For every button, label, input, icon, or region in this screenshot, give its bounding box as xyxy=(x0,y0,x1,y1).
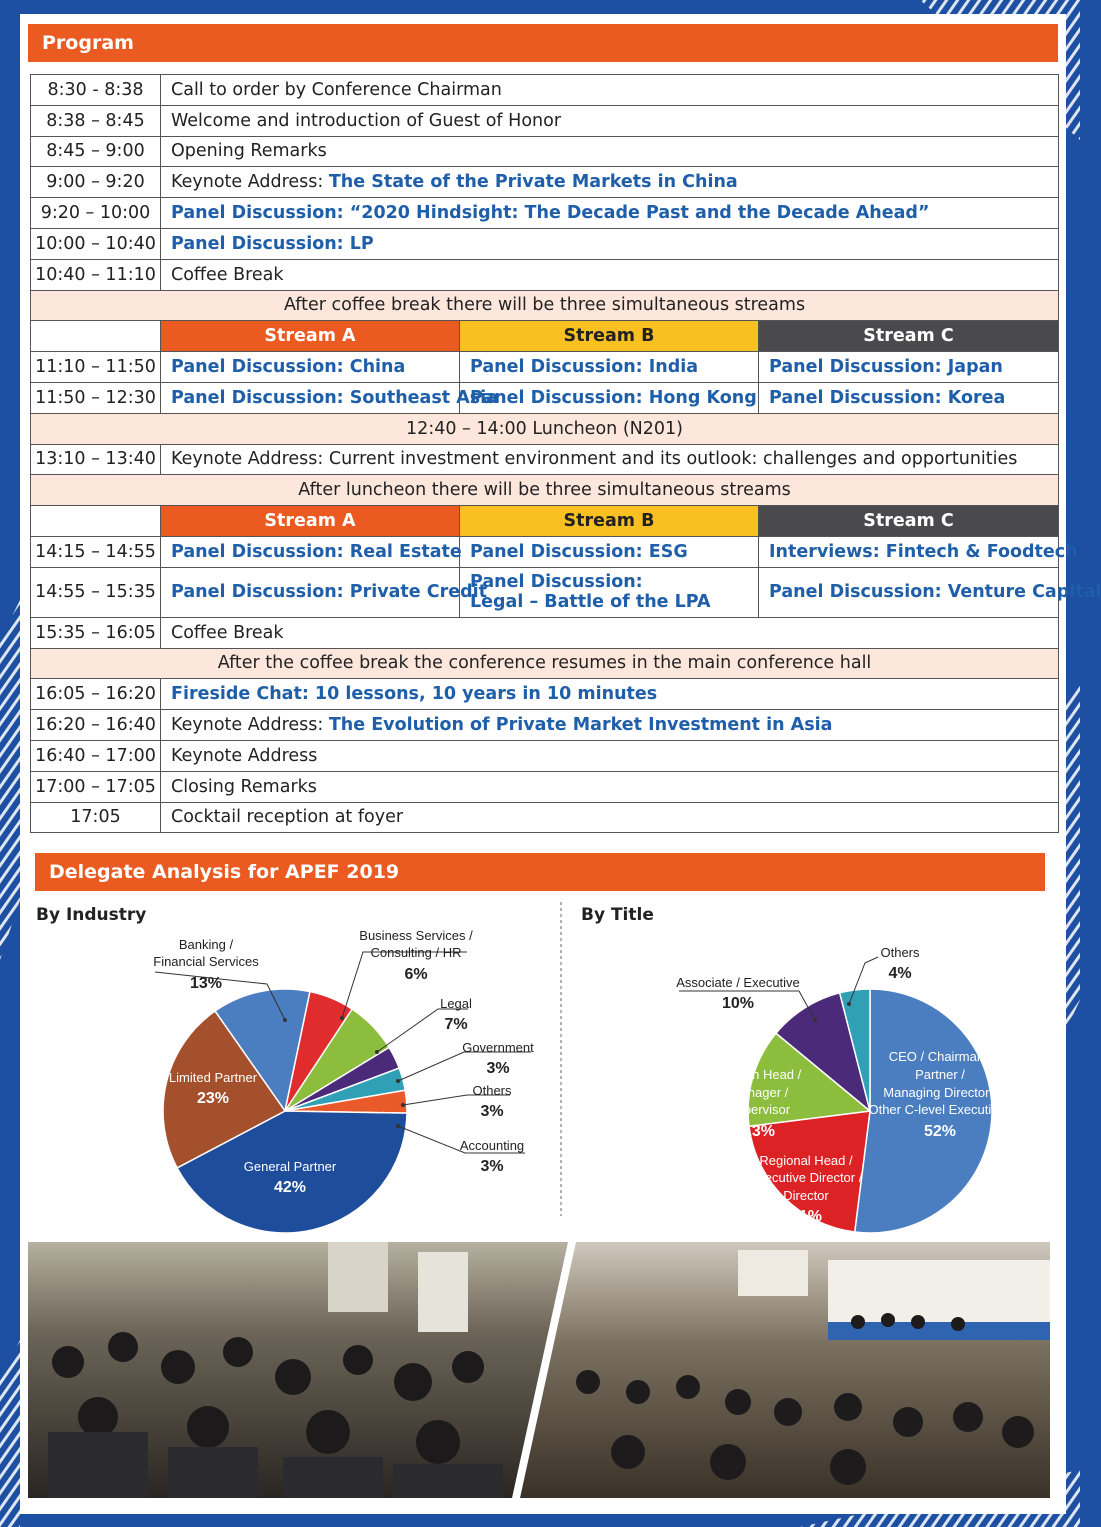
label-title-others: Others xyxy=(880,945,920,960)
program-row xyxy=(31,536,1059,567)
program-desc xyxy=(161,228,1059,259)
session-title: Panel Discussion: ESG xyxy=(470,541,688,562)
stream-session-a xyxy=(161,352,460,383)
program-row xyxy=(31,382,1059,413)
program-note: 12:40 – 14:00 Luncheon (N201) xyxy=(31,413,1059,444)
session-title: Panel Discussion: Southeast Asia xyxy=(171,387,498,408)
session-title: Panel Discussion: Japan xyxy=(769,357,1003,378)
delegate-title: Delegate Analysis for APEF 2019 xyxy=(49,861,400,883)
stream-session-b xyxy=(460,382,759,413)
stream-header-a: Stream A xyxy=(161,506,460,537)
crowd-photo xyxy=(28,1242,568,1498)
stream-header-b: Stream B xyxy=(460,506,759,537)
stream-header-a: Stream A xyxy=(161,321,460,352)
program-row xyxy=(31,710,1059,741)
label-regional-3: Director xyxy=(783,1188,829,1203)
pct-gp: 42% xyxy=(273,1179,307,1196)
stream-session-c xyxy=(759,352,1059,383)
program-time: 17:05 xyxy=(31,802,161,833)
pct-bizsvc: 6% xyxy=(404,966,428,983)
program-time: 10:00 – 10:40 xyxy=(31,228,161,259)
program-title: Program xyxy=(42,32,134,54)
program-row xyxy=(31,679,1059,710)
panel-session-photo xyxy=(520,1242,1050,1498)
label-regional-2: Executive Director / xyxy=(749,1170,863,1185)
program-time: 13:10 – 13:40 xyxy=(31,444,161,475)
session-title-line2: Legal – Battle of the LPA xyxy=(470,592,711,613)
stream-session-a xyxy=(161,536,460,567)
session-prefix: Keynote Address: xyxy=(171,172,329,193)
pct-regional: 21% xyxy=(789,1208,823,1225)
session-text: Keynote Address: Current investment environment and its outlook: challenges and opportunities xyxy=(171,449,1018,470)
program-time: 9:00 – 9:20 xyxy=(31,167,161,198)
program-note: After coffee break there will be three simultaneous streams xyxy=(31,290,1059,321)
stream-session-b xyxy=(460,536,759,567)
label-division-2: Manager / xyxy=(729,1085,789,1100)
event-photos xyxy=(28,1242,1050,1498)
session-title: Panel Discussion: xyxy=(470,572,643,593)
program-time: 14:15 – 14:55 xyxy=(31,536,161,567)
label-others: Others xyxy=(472,1083,512,1098)
label-division-1: Divison Head / xyxy=(716,1067,802,1082)
program-desc xyxy=(161,167,1059,198)
program-row xyxy=(31,259,1059,290)
program-row xyxy=(31,167,1059,198)
program-banner xyxy=(28,24,1058,62)
program-row xyxy=(31,105,1059,136)
program-row xyxy=(31,290,1059,321)
program-row xyxy=(31,75,1059,106)
program-desc xyxy=(161,617,1059,648)
label-bizsvc-1: Business Services / xyxy=(359,928,473,943)
program-row xyxy=(31,617,1059,648)
program-row xyxy=(31,198,1059,229)
program-desc xyxy=(161,105,1059,136)
label-ceo-1: CEO / Chairman / xyxy=(888,1049,992,1064)
pct-division: 13% xyxy=(742,1123,776,1140)
session-title: Interviews: Fintech & Foodtech xyxy=(769,541,1078,562)
stream-session-a xyxy=(161,567,487,617)
stream-header-c: Stream C xyxy=(759,321,1059,352)
program-time: 8:45 – 9:00 xyxy=(31,136,161,167)
label-associate: Associate / Executive xyxy=(676,975,800,990)
delegate-banner xyxy=(35,853,1045,891)
program-desc xyxy=(161,259,1059,290)
session-text: Cocktail reception at foyer xyxy=(171,807,404,828)
program-row xyxy=(31,321,1059,352)
pct-government: 3% xyxy=(486,1060,510,1077)
program-time: 9:20 – 10:00 xyxy=(31,198,161,229)
pct-ceo: 52% xyxy=(923,1123,957,1140)
program-row xyxy=(31,771,1059,802)
pct-banking: 13% xyxy=(189,975,223,992)
session-text: Opening Remarks xyxy=(171,141,327,162)
session-text: Call to order by Conference Chairman xyxy=(171,79,502,100)
label-bizsvc-2: Consulting / HR xyxy=(370,945,462,960)
pct-associate: 10% xyxy=(721,995,755,1012)
title-subtitle: By Title xyxy=(581,905,654,925)
program-row xyxy=(31,740,1059,771)
stream-header-b: Stream B xyxy=(460,321,759,352)
label-regional-1: Regional Head / xyxy=(759,1153,853,1168)
program-row xyxy=(31,475,1059,506)
label-legal: Legal xyxy=(440,996,472,1011)
session-highlight: The Evolution of Private Market Investment in Asia xyxy=(328,715,833,736)
label-banking-2: Financial Services xyxy=(153,954,259,969)
stream-session-c xyxy=(759,536,1078,567)
session-text: Closing Remarks xyxy=(171,776,317,797)
program-time: 17:00 – 17:05 xyxy=(31,771,161,802)
stream-session-b xyxy=(460,352,759,383)
stream-header-blank xyxy=(31,506,161,537)
charts-svg xyxy=(20,894,1066,1224)
program-row xyxy=(31,648,1059,679)
label-ceo-3: Managing Director / xyxy=(883,1085,997,1100)
program-desc xyxy=(161,679,1059,710)
session-prefix: Keynote Address: xyxy=(171,715,329,736)
program-row xyxy=(31,506,1059,537)
charts-area xyxy=(20,894,1066,1224)
program-desc xyxy=(161,198,1059,229)
program-time: 16:20 – 16:40 xyxy=(31,710,161,741)
label-ceo-2: Partner / xyxy=(915,1067,965,1082)
label-ceo-4: Other C-level Executives xyxy=(868,1102,1012,1117)
stream-header-c: Stream C xyxy=(759,506,1059,537)
program-note: After luncheon there will be three simultaneous streams xyxy=(31,475,1059,506)
program-row xyxy=(31,444,1059,475)
session-title: Panel Discussion: Hong Kong xyxy=(470,387,757,408)
program-desc xyxy=(161,444,1059,475)
session-title: Panel Discussion: Real Estate xyxy=(171,541,462,562)
label-lp: Limited Partner xyxy=(168,1070,258,1085)
session-title: Panel Discussion: Private Credit xyxy=(171,582,487,603)
session-title: Panel Discussion: Korea xyxy=(769,387,1006,408)
program-row xyxy=(31,413,1059,444)
pct-accounting: 3% xyxy=(480,1158,504,1175)
program-note: After the coffee break the conference resumes in the main conference hall xyxy=(31,648,1059,679)
session-title: Panel Discussion: India xyxy=(470,357,699,378)
program-desc xyxy=(161,771,1059,802)
session-highlight: Panel Discussion: “2020 Hindsight: The Decade Past and the Decade Ahead” xyxy=(171,203,930,224)
session-text: Keynote Address xyxy=(171,745,318,766)
program-time: 15:35 – 16:05 xyxy=(31,617,161,648)
industry-subtitle: By Industry xyxy=(36,905,147,925)
industry-pie xyxy=(163,989,407,1233)
label-accounting: Accounting xyxy=(459,1138,525,1153)
program-table xyxy=(30,74,1101,833)
program-time: 8:30 - 8:38 xyxy=(31,75,161,106)
session-text: Coffee Break xyxy=(171,264,284,285)
program-desc xyxy=(161,710,1059,741)
program-row xyxy=(31,802,1059,833)
program-desc xyxy=(161,740,1059,771)
label-division-3: Supervisor xyxy=(727,1102,791,1117)
page xyxy=(20,14,1101,1514)
stream-session-c xyxy=(759,567,1101,617)
program-time: 11:50 – 12:30 xyxy=(31,382,161,413)
stream-session-c xyxy=(759,382,1059,413)
program-time: 16:05 – 16:20 xyxy=(31,679,161,710)
session-title: Panel Discussion: Venture Capital xyxy=(769,582,1101,603)
session-text: Welcome and introduction of Guest of Honor xyxy=(171,110,562,131)
program-desc xyxy=(161,136,1059,167)
program-time: 14:55 – 15:35 xyxy=(31,567,161,617)
label-banking-1: Banking / xyxy=(178,937,234,952)
label-gp: General Partner xyxy=(243,1159,337,1174)
program-row xyxy=(31,228,1059,259)
program-time: 10:40 – 11:10 xyxy=(31,259,161,290)
session-text: Coffee Break xyxy=(171,622,284,643)
program-row xyxy=(31,352,1059,383)
stream-header-blank xyxy=(31,321,161,352)
program-time: 8:38 – 8:45 xyxy=(31,105,161,136)
program-desc xyxy=(161,802,1059,833)
program-row xyxy=(31,136,1059,167)
pct-lp: 23% xyxy=(196,1090,230,1107)
session-highlight: The State of the Private Markets in China xyxy=(328,172,738,193)
label-government: Government xyxy=(462,1040,534,1055)
pct-title-others: 4% xyxy=(888,965,912,982)
session-highlight: Fireside Chat: 10 lessons, 10 years in 10 minutes xyxy=(171,684,658,705)
pct-legal: 7% xyxy=(444,1016,468,1033)
stream-session-b xyxy=(460,567,759,617)
stream-session-a xyxy=(161,382,498,413)
program-desc xyxy=(161,75,1059,106)
session-highlight: Panel Discussion: LP xyxy=(171,233,374,254)
pct-others: 3% xyxy=(480,1103,504,1120)
program-row xyxy=(31,567,1059,617)
program-time: 16:40 – 17:00 xyxy=(31,740,161,771)
session-title: Panel Discussion: China xyxy=(171,357,406,378)
program-time: 11:10 – 11:50 xyxy=(31,352,161,383)
